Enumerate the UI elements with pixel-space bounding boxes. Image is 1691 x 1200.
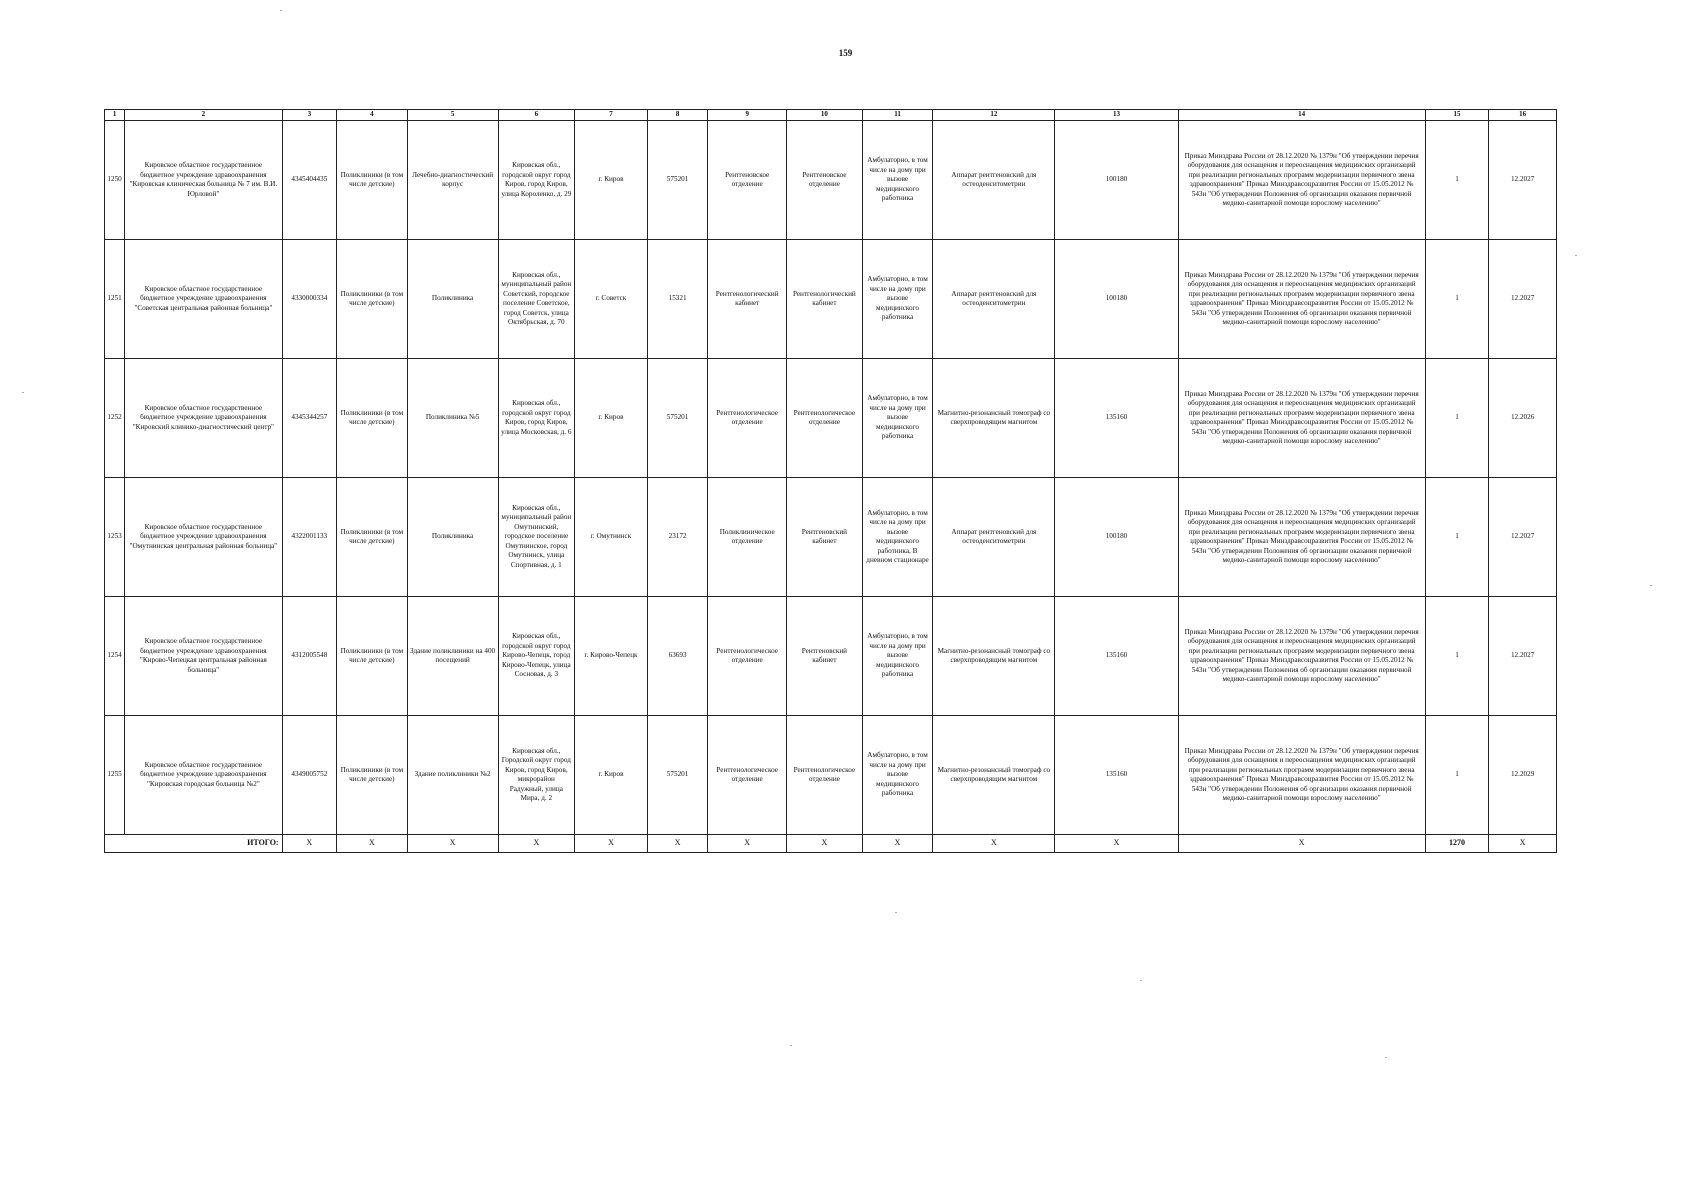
total-cell: X — [282, 835, 336, 853]
settlement: г. Киров — [575, 121, 648, 240]
equipment-code: 135160 — [1055, 597, 1178, 716]
col-header: 15 — [1425, 110, 1489, 121]
quantity: 1 — [1425, 716, 1489, 835]
legal-basis: Приказ Минздрава России от 28.12.2020 № 1379н "Об утверждении перечня оборудования для оснащения и переоснащения медицинских организаций при реализации региональных программ модернизации первичного звена здравоохранения" Приказ Минздравсоцразвития России от 15.05.2012 № 543н "Об утверждении Положения об организации оказания первичной медико-санитарной помощи взрослому населению" — [1178, 597, 1425, 716]
legal-basis: Приказ Минздрава России от 28.12.2020 № 1379н "Об утверждении перечня оборудования для оснащения и переоснащения медицинских организаций при реализации региональных программ модернизации первичного звена здравоохранения" Приказ Минздравсоцразвития России от 15.05.2012 № 543н "Об утверждении Положения об организации оказания первичной медико-санитарной помощи взрослому населению" — [1178, 359, 1425, 478]
facility-type: Поликлиники (в том числе детские) — [337, 716, 408, 835]
col-header: 1 — [105, 110, 125, 121]
scan-speck — [280, 10, 282, 11]
settlement: г. Киров — [575, 359, 648, 478]
col-header: 9 — [708, 110, 787, 121]
room: Рентгеновский кабинет — [787, 597, 863, 716]
facility-type: Поликлиники (в том числе детские) — [337, 240, 408, 359]
table-row — [105, 121, 1557, 240]
col-header: 12 — [933, 110, 1055, 121]
equipment-name: Магнитно-резонансный томограф со сверхпроводящим магнитом — [933, 597, 1055, 716]
equipment-name: Магнитно-резонансный томограф со сверхпроводящим магнитом — [933, 359, 1055, 478]
quantity: 1 — [1425, 478, 1489, 597]
care-conditions: Амбулаторно, в том числе на дому при вызове медицинского работника — [862, 716, 933, 835]
total-row — [105, 835, 1557, 853]
deadline: 12.2027 — [1489, 478, 1557, 597]
equipment-code: 100180 — [1055, 478, 1178, 597]
col-header: 3 — [282, 110, 336, 121]
scan-speck — [1140, 980, 1142, 981]
total-cell: X — [1178, 835, 1425, 853]
equipment-code: 135160 — [1055, 716, 1178, 835]
facility-type: Поликлиники (в том числе детские) — [337, 478, 408, 597]
row-number: 1254 — [105, 597, 125, 716]
building: Здание поликлиники на 400 посещений — [407, 597, 498, 716]
quantity: 1 — [1425, 121, 1489, 240]
col-header: 14 — [1178, 110, 1425, 121]
settlement: г. Омутнинск — [575, 478, 648, 597]
organization-name: Кировское областное государственное бюджетное учреждение здравоохранения "Кировский клинико-диагностический центр" — [125, 359, 282, 478]
quantity: 1 — [1425, 359, 1489, 478]
deadline: 12.2027 — [1489, 597, 1557, 716]
care-conditions: Амбулаторно, в том числе на дому при вызове медицинского работника — [862, 121, 933, 240]
department: Рентгенологическое отделение — [708, 359, 787, 478]
legal-basis: Приказ Минздрава России от 28.12.2020 № 1379н "Об утверждении перечня оборудования для оснащения и переоснащения медицинских организаций при реализации региональных программ модернизации первичного звена здравоохранения" Приказ Минздравсоцразвития России от 15.05.2012 № 543н "Об утверждении Положения об организации оказания первичной медико-санитарной помощи взрослому населению" — [1178, 478, 1425, 597]
room: Рентгенологическое отделение — [787, 716, 863, 835]
population: 23172 — [647, 478, 708, 597]
deadline: 12.2027 — [1489, 240, 1557, 359]
address: Кировская обл., муниципальный район Советский, городское поселение Советское, город Советск, улица Октябрьская, д. 70 — [498, 240, 575, 359]
room: Рентгеновский кабинет — [787, 478, 863, 597]
quantity: 1 — [1425, 597, 1489, 716]
building: Поликлиника №5 — [407, 359, 498, 478]
population: 63693 — [647, 597, 708, 716]
page-number: 159 — [838, 48, 853, 58]
population: 575201 — [647, 716, 708, 835]
settlement: г. Кирово-Чепецк — [575, 597, 648, 716]
column-number-header — [105, 110, 1557, 121]
inn: 4312005548 — [282, 597, 336, 716]
department: Рентгенологический кабинет — [708, 240, 787, 359]
total-cell: X — [862, 835, 933, 853]
equipment-code: 135160 — [1055, 359, 1178, 478]
row-number: 1255 — [105, 716, 125, 835]
care-conditions: Амбулаторно, в том числе на дому при вызове медицинского работника — [862, 597, 933, 716]
col-header: 6 — [498, 110, 575, 121]
address: Кировская обл., городской округ город Киров, город Киров, улица Московская, д. 6 — [498, 359, 575, 478]
total-cell: X — [708, 835, 787, 853]
legal-basis: Приказ Минздрава России от 28.12.2020 № 1379н "Об утверждении перечня оборудования для оснащения и переоснащения медицинских организаций при реализации региональных программ модернизации первичного звена здравоохранения" Приказ Минздравсоцразвития России от 15.05.2012 № 543н "Об утверждении Положения об организации оказания первичной медико-санитарной помощи взрослому населению" — [1178, 121, 1425, 240]
col-header: 2 — [125, 110, 282, 121]
col-header: 7 — [575, 110, 648, 121]
department: Рентгенологическое отделение — [708, 597, 787, 716]
organization-name: Кировское областное государственное бюджетное учреждение здравоохранения "Советская центральная районная больница" — [125, 240, 282, 359]
total-cell: X — [575, 835, 648, 853]
department: Рентгеновское отделение — [708, 121, 787, 240]
equipment-name: Магнитно-резонансный томограф со сверхпроводящим магнитом — [933, 716, 1055, 835]
equipment-code: 100180 — [1055, 240, 1178, 359]
total-cell: X — [1055, 835, 1178, 853]
legal-basis: Приказ Минздрава России от 28.12.2020 № 1379н "Об утверждении перечня оборудования для оснащения и переоснащения медицинских организаций при реализации региональных программ модернизации первичного звена здравоохранения" Приказ Минздравсоцразвития России от 15.05.2012 № 543н "Об утверждении Положения об организации оказания первичной медико-санитарной помощи взрослому населению" — [1178, 240, 1425, 359]
col-header: 11 — [862, 110, 933, 121]
col-header: 5 — [407, 110, 498, 121]
organization-name: Кировское областное государственное бюджетное учреждение здравоохранения "Кирово-Чепецкая центральная районная больница" — [125, 597, 282, 716]
equipment-code: 100180 — [1055, 121, 1178, 240]
inn: 4345344257 — [282, 359, 336, 478]
population: 575201 — [647, 121, 708, 240]
building: Здание поликлиники №2 — [407, 716, 498, 835]
table-row — [105, 359, 1557, 478]
scan-speck — [1575, 255, 1577, 256]
equipment-name: Аппарат рентгеновский для остеоденситометрии — [933, 478, 1055, 597]
care-conditions: Амбулаторно, в том числе на дому при вызове медицинского работника — [862, 359, 933, 478]
table-row — [105, 716, 1557, 835]
population: 575201 — [647, 359, 708, 478]
deadline: 12.2029 — [1489, 716, 1557, 835]
department: Поликлиническое отделение — [708, 478, 787, 597]
row-number: 1250 — [105, 121, 125, 240]
scan-speck — [790, 1045, 792, 1046]
address: Кировская обл., городской округ город Кирово-Чепецк, город Кирово-Чепецк, улица Сосновая, д. 3 — [498, 597, 575, 716]
col-header: 13 — [1055, 110, 1178, 121]
settlement: г. Советск — [575, 240, 648, 359]
legal-basis: Приказ Минздрава России от 28.12.2020 № 1379н "Об утверждении перечня оборудования для оснащения и переоснащения медицинских организаций при реализации региональных программ модернизации первичного звена здравоохранения" Приказ Минздравсоцразвития России от 15.05.2012 № 543н "Об утверждении Положения об организации оказания первичной медико-санитарной помощи взрослому населению" — [1178, 716, 1425, 835]
row-number: 1251 — [105, 240, 125, 359]
quantity: 1 — [1425, 240, 1489, 359]
room: Рентгеновское отделение — [787, 121, 863, 240]
organization-name: Кировское областное государственное бюджетное учреждение здравоохранения "Омутнинская центральная районная больница" — [125, 478, 282, 597]
equipment-name: Аппарат рентгеновский для остеоденситометрии — [933, 121, 1055, 240]
address: Кировская обл., Городской округ город Киров, город Киров, микрорайон Радужный, улица Мира, д. 2 — [498, 716, 575, 835]
organization-name: Кировское областное государственное бюджетное учреждение здравоохранения "Кировская городская больница №2" — [125, 716, 282, 835]
col-header: 4 — [337, 110, 408, 121]
total-cell: X — [498, 835, 575, 853]
inn: 4349005752 — [282, 716, 336, 835]
facility-type: Поликлиники (в том числе детские) — [337, 359, 408, 478]
care-conditions: Амбулаторно, в том числе на дому при вызове медицинского работника, В дневном стационаре — [862, 478, 933, 597]
building: Поликлиника — [407, 240, 498, 359]
total-cell: X — [647, 835, 708, 853]
facility-type: Поликлиники (в том числе детские) — [337, 597, 408, 716]
room: Рентгенологический кабинет — [787, 240, 863, 359]
department: Рентгенологическое отделение — [708, 716, 787, 835]
total-cell: X — [407, 835, 498, 853]
col-header: 10 — [787, 110, 863, 121]
inn: 4330000334 — [282, 240, 336, 359]
care-conditions: Амбулаторно, в том числе на дому при вызове медицинского работника — [862, 240, 933, 359]
col-header: 16 — [1489, 110, 1557, 121]
scan-speck — [22, 392, 24, 393]
row-number: 1252 — [105, 359, 125, 478]
total-cell: X — [933, 835, 1055, 853]
total-cell: X — [1489, 835, 1557, 853]
address: Кировская обл., городской округ город Киров, город Киров, улица Короленко, д. 29 — [498, 121, 575, 240]
scan-speck — [1385, 1057, 1387, 1058]
row-number: 1253 — [105, 478, 125, 597]
total-cell: X — [337, 835, 408, 853]
building: Поликлиника — [407, 478, 498, 597]
deadline: 12.2026 — [1489, 359, 1557, 478]
facility-type: Поликлиники (в том числе детские) — [337, 121, 408, 240]
inn: 4322001133 — [282, 478, 336, 597]
table-row — [105, 478, 1557, 597]
equipment-table — [104, 109, 1557, 853]
population: 15321 — [647, 240, 708, 359]
table-row — [105, 597, 1557, 716]
total-cell: X — [787, 835, 863, 853]
total-label: ИТОГО: — [105, 835, 283, 853]
address: Кировская обл., муниципальный район Омутнинский, городское поселение Омутнинское, город Омутнинск, улица Спортивная, д. 1 — [498, 478, 575, 597]
organization-name: Кировское областное государственное бюджетное учреждение здравоохранения "Кировская клиническая больница № 7 им. В.И. Юрловой" — [125, 121, 282, 240]
equipment-name: Аппарат рентгеновский для остеоденситометрии — [933, 240, 1055, 359]
col-header: 8 — [647, 110, 708, 121]
scan-speck — [895, 912, 897, 913]
settlement: г. Киров — [575, 716, 648, 835]
scan-speck — [1650, 585, 1652, 586]
inn: 4345404435 — [282, 121, 336, 240]
total-quantity: 1270 — [1425, 835, 1489, 853]
table-row — [105, 240, 1557, 359]
deadline: 12.2027 — [1489, 121, 1557, 240]
room: Рентгенологическое отделение — [787, 359, 863, 478]
building: Лечебно-диагностический корпус — [407, 121, 498, 240]
